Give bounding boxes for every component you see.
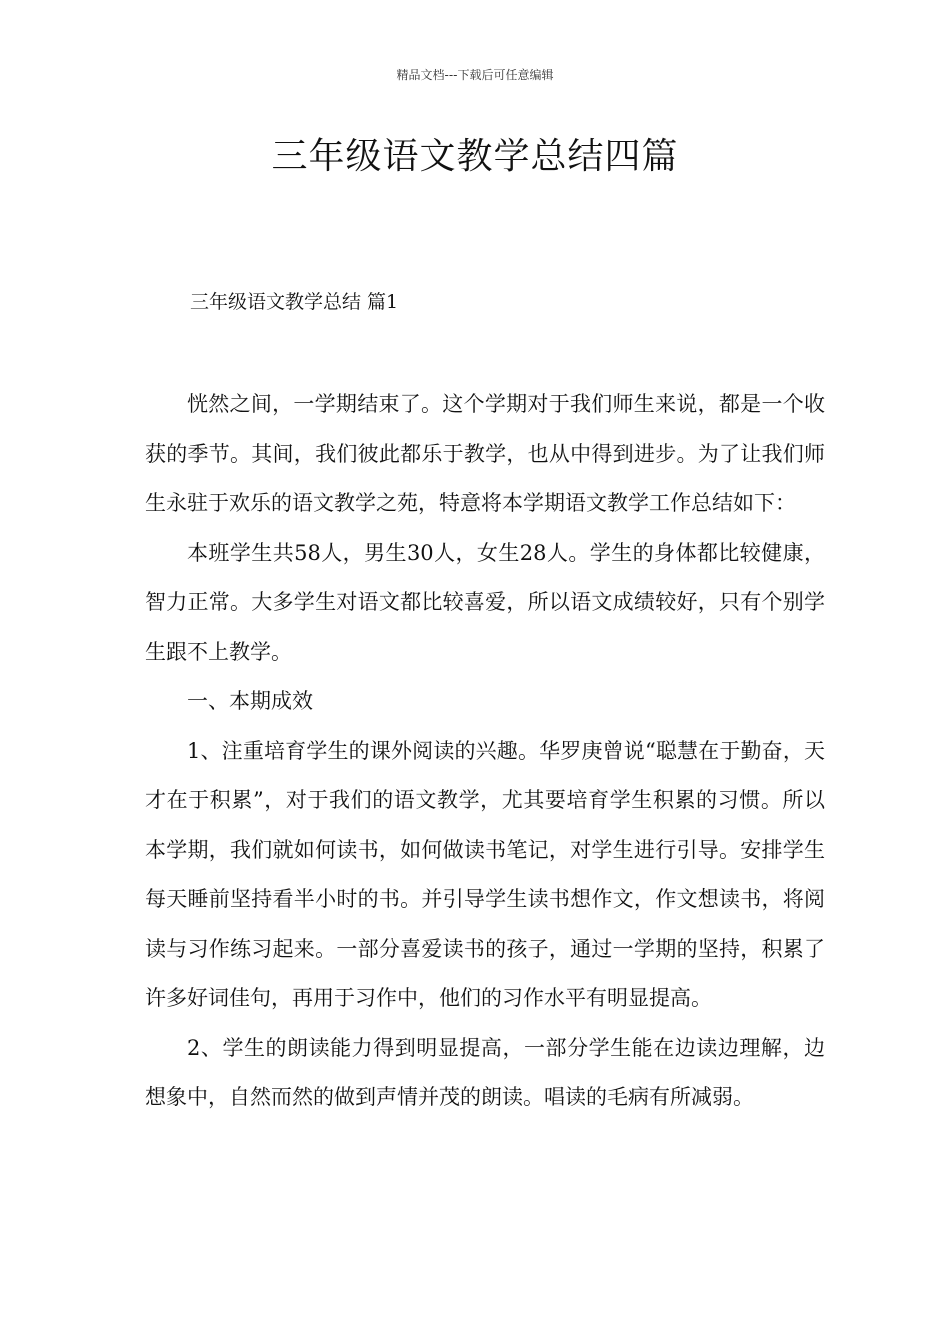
paragraph-intro: 恍然之间，一学期结束了。这个学期对于我们师生来说，都是一个收获的季节。其间，我们彼此都乐于教学，也从中得到进步。为了让我们师生永驻于欢乐的语文教学之苑，特意将本学期语文教学工作总结如下： <box>145 392 825 515</box>
paragraph-reading-aloud: 2、学生的朗读能力得到明显提高，一部分学生能在边读边理解，边想象中，自然而然的做到声情并茂的朗读。唱读的毛病有所减弱。 <box>145 1035 825 1109</box>
paragraph-reading-interest: 1、注重培育学生的课外阅读的兴趣。华罗庚曾说“聪慧在于勤奋，天才在于积累”，对于我们的语文教学，尤其要培育学生积累的习惯。所以本学期，我们就如何读书，如何做读书笔记，对学生进行引导。安排学生每天睡前坚持看半小时的书。并引导学生读书想作文，作文想读书，将阅读与习作练习起来。一部分喜爱读书的孩子，通过一学期的坚持，积累了许多好词佳句，再用于习作中，他们的习作水平有明显提高。 <box>145 738 825 1010</box>
paragraph-subheading-results: 一、本期成效 <box>187 689 313 713</box>
document-body <box>145 380 825 1123</box>
section-heading: 三年级语文教学总结 篇1 <box>190 291 399 313</box>
header-note: 精品文档---下载后可任意编辑 <box>396 68 554 82</box>
document-title: 三年级语文教学总结四篇 <box>271 136 679 177</box>
paragraph-class-info: 本班学生共58人，男生30人，女生28人。学生的身体都比较健康，智力正常。大多学生对语文都比较喜爱，所以语文成绩较好，只有个别学生跟不上教学。 <box>145 540 825 664</box>
